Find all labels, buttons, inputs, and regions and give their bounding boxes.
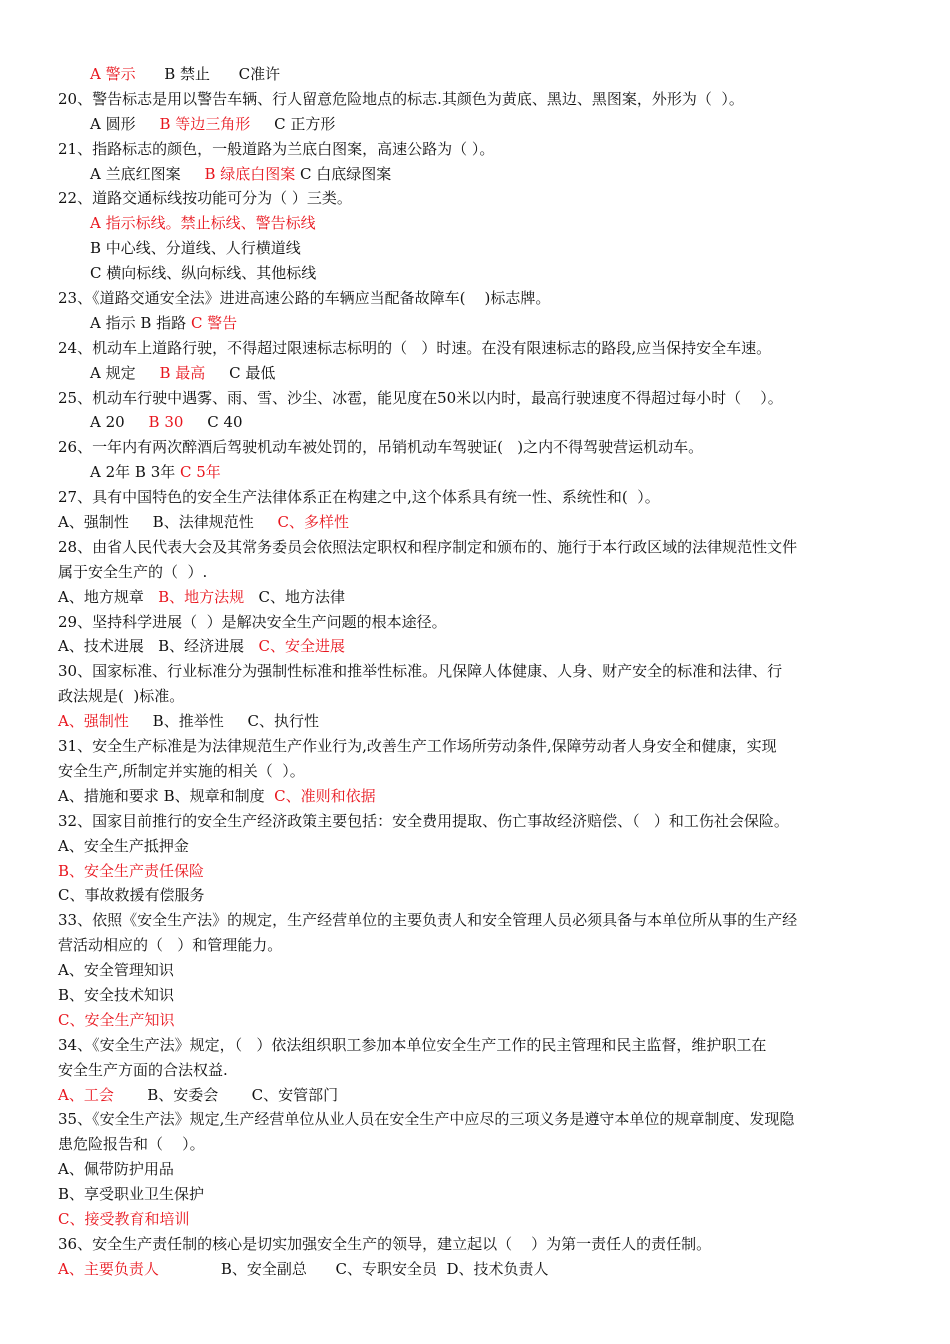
text-segment: A 兰底红图案 [90,164,205,183]
text-segment: A 指示 B 指路 [90,313,191,332]
text-line [58,62,898,87]
text-segment: 25、机动车行驶中遇雾、雨、雪、沙尘、冰雹，能见度在50米以内时，最高行驶速度不得超过每小时（ ）。 [58,388,783,407]
text-line [58,784,898,809]
text-line [58,1008,898,1033]
text-segment: 23、《道路交通安全法》进进高速公路的车辆应当配备故障车( )标志牌。 [58,289,551,308]
text-line [58,261,898,286]
text-line [58,1232,898,1257]
text-line [58,286,898,311]
text-line [58,585,898,610]
text-segment: C、地方法律 [244,587,345,606]
text-segment: 营活动相应的（ ）和管理能力。 [58,936,283,955]
text-segment: A 圆形 [90,114,160,133]
text-line [58,1033,898,1058]
text-segment: 32、国家目前推行的安全生产经济政策主要包括：安全费用提取、伤亡事故经济赔偿、（ ）和工伤社会保险。 [58,811,789,830]
text-segment: A、安全管理知识 [58,961,174,980]
text-segment: A 规定 [90,363,160,382]
text-line [58,1257,898,1282]
text-line [58,734,898,759]
text-segment: B、享受职业卫生保护 [58,1185,205,1204]
text-segment: C 40 [183,413,243,432]
text-line [58,87,898,112]
text-line [58,958,898,983]
text-line [58,336,898,361]
text-line [58,983,898,1008]
text-segment: 24、机动车上道路行驶，不得超过限速标志标明的（ ）时速。在没有限速标志的路段,应当保持安全车速。 [58,338,772,357]
answer-text: A、强制性 [58,712,129,731]
text-segment: B、安全技术知识 [58,985,175,1004]
text-line [58,460,898,485]
text-segment: A 20 [90,413,149,432]
text-segment: A、措施和要求 B、规章和制度 [58,786,275,805]
text-segment: 33、依照《安全生产法》的规定，生产经营单位的主要负责人和安全管理人员必须具备与本单位所从事的生产经 [58,911,798,930]
answer-text: C 5年 [180,463,221,482]
text-line [58,1157,898,1182]
answer-text: B 绿底白图案 [204,164,296,183]
text-line [58,809,898,834]
text-segment: 35、《安全生产法》规定,生产经营单位从业人员在安全生产中应尽的三项义务是遵守本单位的规章制度、发现隐 [58,1110,795,1129]
answer-text: B 等边三角形 [159,114,251,133]
text-segment: A、地方规章 [58,587,159,606]
answer-text: C、接受教育和培训 [58,1209,190,1228]
text-segment: 20、警告标志是用以警告车辆、行人留意危险地点的标志.其颜色为黄底、黑边、黑图案，外形为（ ）。 [58,89,744,108]
text-line [58,535,898,560]
answer-text: A 警示 [90,65,136,83]
text-segment: 34、《安全生产法》规定，（ ）依法组织职工参加本单位安全生产工作的民主管理和民主监督，维护职工在 [58,1035,767,1054]
text-segment: 36、安全生产责任制的核心是切实加强安全生产的领导，建立起以（ ）为第一责任人的责任制。 [58,1234,712,1253]
text-segment: C 最低 [205,363,276,382]
text-line [58,1182,898,1207]
text-line [58,634,898,659]
text-segment: A、佩带防护用品 [58,1160,174,1179]
exam-document [58,62,898,1282]
answer-text: B、安全生产责任保险 [58,861,205,880]
text-segment: 安全生产,所制定并实施的相关（ ）。 [58,761,305,780]
text-segment: 28、由省人民代表大会及其常务委员会依照法定职权和程序制定和颁布的、施行于本行政区域的法律规范性文件 [58,537,798,556]
answer-text: B、地方法规 [158,587,245,606]
answer-text: C、多样性 [277,513,350,532]
text-line [58,211,898,236]
text-segment: B 禁止 C准许 [135,65,281,83]
text-segment: 21、指路标志的颜色，一般道路为兰底白图案，高速公路为（ ）。 [58,139,495,158]
text-line [58,908,898,933]
text-segment: C 横向标线、纵向标线、其他标线 [90,264,317,283]
text-line [58,709,898,734]
text-line [58,435,898,460]
text-segment: 26、一年内有两次醉酒后驾驶机动车被处罚的，吊销机动车驾驶证( )之内不得驾驶营运机动车。 [58,438,704,457]
text-line [58,137,898,162]
text-segment: C 正方形 [250,114,336,133]
text-line [58,386,898,411]
text-line [58,510,898,535]
text-segment: B、安委会 C、安管部门 [113,1085,339,1104]
answer-text: A、工会 [58,1085,114,1104]
text-line [58,684,898,709]
text-segment: 22、道路交通标线按功能可分为（ ）三类。 [58,189,352,208]
answer-text: B 30 [148,413,184,432]
text-segment: 属于安全生产的（ ）. [58,562,208,581]
answer-text: C、安全生产知识 [58,1010,175,1029]
text-segment: B、推举性 C、执行性 [128,712,320,731]
text-line [58,1083,898,1108]
text-line [58,759,898,784]
answer-text: C、准则和依据 [274,786,376,805]
text-segment: C 白底绿图案 [295,164,392,183]
text-line [58,659,898,684]
text-line [58,859,898,884]
text-segment: 政法规是( )标准。 [58,687,185,706]
text-line [58,560,898,585]
text-segment: A、强制性 B、法律规范性 [58,513,278,532]
text-segment: 30、国家标准、行业标准分为强制性标准和推举性标准。凡保障人体健康、人身、财产安全的标准和法律、行 [58,662,783,681]
text-line [58,883,898,908]
answer-text: A 指示标线。禁止标线、警告标线 [90,214,316,233]
text-segment: 患危险报告和（ ）。 [58,1135,205,1154]
text-segment: B、安全副总 C、专职安全员 D、技术负责人 [158,1259,549,1278]
text-line [58,361,898,386]
text-line [58,834,898,859]
text-line [58,311,898,336]
text-line [58,1058,898,1083]
text-line [58,186,898,211]
text-line [58,485,898,510]
text-line [58,162,898,187]
text-segment: 31、安全生产标准是为法律规范生产作业行为,改善生产工作场所劳动条件,保障劳动者人身安全和健康，实现 [58,737,777,756]
text-line [58,410,898,435]
text-segment: B 中心线、分道线、人行横道线 [90,239,301,258]
text-segment: C、事故救援有偿服务 [58,886,205,905]
text-line [58,610,898,635]
answer-text: B 最高 [159,363,206,382]
answer-text: C 警告 [190,313,238,332]
text-line [58,1207,898,1232]
text-segment: A、安全生产抵押金 [58,836,189,855]
text-line [58,933,898,958]
text-line [58,1132,898,1157]
text-line [58,236,898,261]
text-segment: A 2年 B 3年 [90,463,181,482]
answer-text: C、安全进展 [258,637,345,656]
answer-text: A、主要负责人 [58,1259,159,1278]
text-segment: 安全生产方面的合法权益. [58,1060,228,1079]
text-line [58,1107,898,1132]
text-segment: A、技术进展 B、经济进展 [58,637,259,656]
text-line [58,112,898,137]
text-segment: 27、具有中国特色的安全生产法律体系正在构建之中,这个体系具有统一性、系统性和( ）。 [58,488,660,507]
text-segment: 29、坚持科学进展（ ）是解决安全生产问题的根本途径。 [58,612,447,631]
